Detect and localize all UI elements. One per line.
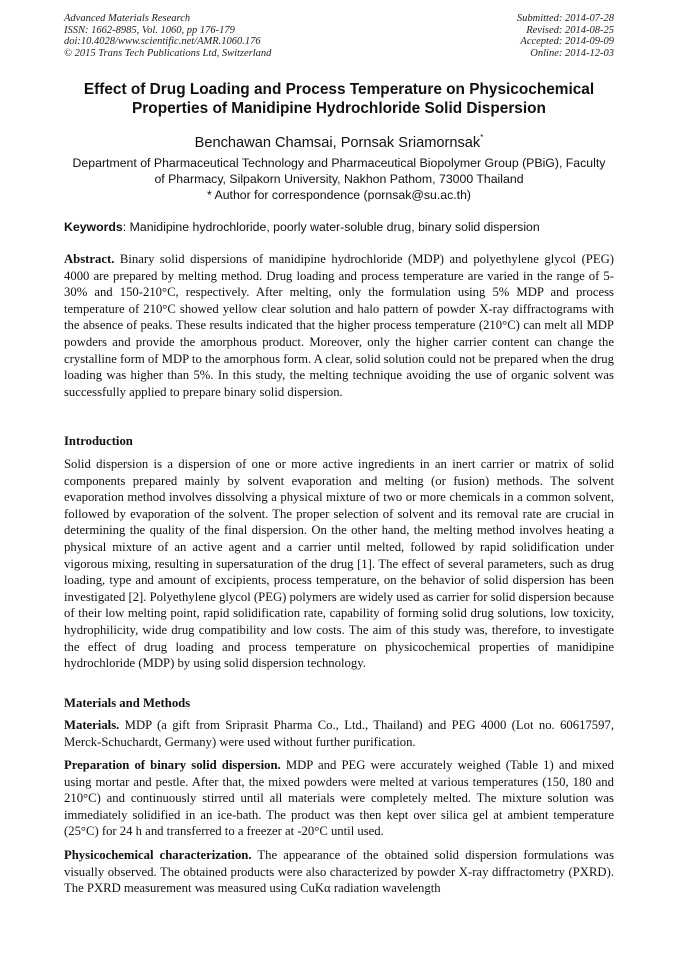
characterization-paragraph: [64, 847, 614, 897]
abstract-text: Binary solid dispersions of manidipine hydrochloride (MDP) and polyethylene glycol (PEG) 4000 are prepared by melting method. Drug loading and process temperature are varied in the range of 5-30% and 150-210°C, respectively. After melting, only the formulation using 5% MDP and process temperature of 210°C showed yellow clear solution and halo pattern of powder X-ray diffractograms with the absence of peaks. These results indicated that the higher process temperature (210°C) can melt all MDP powders and provide the amorphous product. Moreover, only the higher carrier content can change the crystalline form of MDP to the amorphous form. A clear, solid solution could not be prepared when the drug loading was higher than 5%. In this study, the melting technique avoiding the use of organic solvent was successfully applied to prepare binary solid dispersion.: [64, 252, 614, 399]
author-names: Benchawan Chamsai, Pornsak Sriamornsak: [194, 135, 481, 151]
submitted-date: Submitted: 2014-07-28: [516, 13, 614, 24]
preparation-paragraph: [64, 757, 614, 840]
accepted-date: Accepted: 2014-09-09: [520, 36, 614, 47]
characterization-label: Physicochemical characterization.: [64, 848, 252, 862]
author-list: [40, 129, 638, 152]
keywords-text: : Manidipine hydrochloride, poorly water-soluble drug, binary solid dispersion: [122, 220, 540, 234]
journal-name: Advanced Materials Research: [64, 13, 191, 24]
paper-title: [40, 80, 638, 118]
online-date: Online: 2014-12-03: [530, 47, 614, 59]
preparation-label: Preparation of binary solid dispersion.: [64, 758, 281, 772]
methods-heading: Materials and Methods: [64, 696, 191, 710]
introduction-paragraph: Solid dispersion is a dispersion of one or more active ingredients in an inert carrier or matrix of solid components prepared mainly by solvent evaporation and melting (or fusion) methods. The solvent evaporation method involves dissolving a physical mixture of two or more chemicals in a common solvent, followed by evaporation of the solvent. The proper selection of solvent and its removal rate are crucial in determining the quality of the final dispersion. On the other hand, the melting method involves heating a physical mixture of an active agent and a carrier until melted, followed by rapid solidification under vigorous mixing, resulting in supersaturation of the drug [1]. The effect of several parameters, such as drug loading, type and amount of excipients, process temperature, on the behavior of solid dispersion has been investigated [2]. Polyethylene glycol (PEG) polymers are widely used as carrier for solid dispersion because of their low melting point, rapid solidification rate, capability of forming solid drug solutions, low toxicity, hydrophilicity, wide drug compatibility and low costs. The aim of this study was, therefore, to investigate the effect of drug loading and process temperature on physicochemical properties of manidipine hydrochloride (MDP) by using solid dispersion technology.: [64, 457, 614, 671]
affiliation-line-1: Department of Pharmaceutical Technology and Pharmaceutical Biopolymer Group (PBiG), Faculty: [72, 156, 606, 170]
abstract-paragraph: [64, 251, 614, 400]
journal-info: [64, 13, 271, 59]
materials-text: MDP (a gift from Sriprasit Pharma Co., Ltd., Thailand) and PEG 4000 (Lot no. 60617597, Merck-Schuchardt, Germany) were used without further purification.: [64, 718, 614, 749]
affiliation: [52, 155, 626, 203]
materials-paragraph: [64, 717, 614, 750]
preparation-text: MDP and PEG were accurately weighed (Table 1) and mixed using mortar and pestle. After that, the mixed powders were melted at various temperatures (150, 180 and 210°C) and continuously stirred until all materials were completely melted. The mixture solution was immediately solidified in an ice-bath. The product was then kept over silica gel at ambient temperature (25°C) for 24 h and transferred to a freezer at -20°C until used.: [64, 758, 614, 839]
keywords: [64, 219, 624, 235]
title-line-1: Effect of Drug Loading and Process Temperature on Physicochemical: [83, 81, 595, 98]
correspondence-line: * Author for correspondence (pornsak@su.ac.th): [206, 188, 472, 202]
revised-date: Revised: 2014-08-25: [526, 24, 614, 36]
doi-line: doi:10.4028/www.scientific.net/AMR.1060.176: [64, 36, 261, 47]
abstract-label: Abstract.: [64, 252, 115, 266]
affiliation-line-2: of Pharmacy, Silpakorn University, Nakhon Pathom, 73000 Thailand: [154, 172, 524, 186]
publication-dates: [517, 13, 614, 59]
corresponding-author-mark: *: [480, 133, 484, 142]
introduction-heading: Introduction: [64, 434, 133, 448]
issn-line: ISSN: 1662-8985, Vol. 1060, pp 176-179: [64, 24, 235, 36]
copyright-line: © 2015 Trans Tech Publications Ltd, Switzerland: [64, 47, 272, 59]
title-line-2: Properties of Manidipine Hydrochloride Solid Dispersion: [132, 100, 546, 117]
materials-label: Materials.: [64, 718, 120, 732]
characterization-text: The appearance of the obtained solid dispersion formulations was visually observed. The obtained products were also characterized by powder X-ray diffractometry (PXRD). The PXRD measurement was measured using CuKα radiation wavelength: [64, 848, 615, 896]
keywords-label: Keywords: [64, 220, 123, 234]
